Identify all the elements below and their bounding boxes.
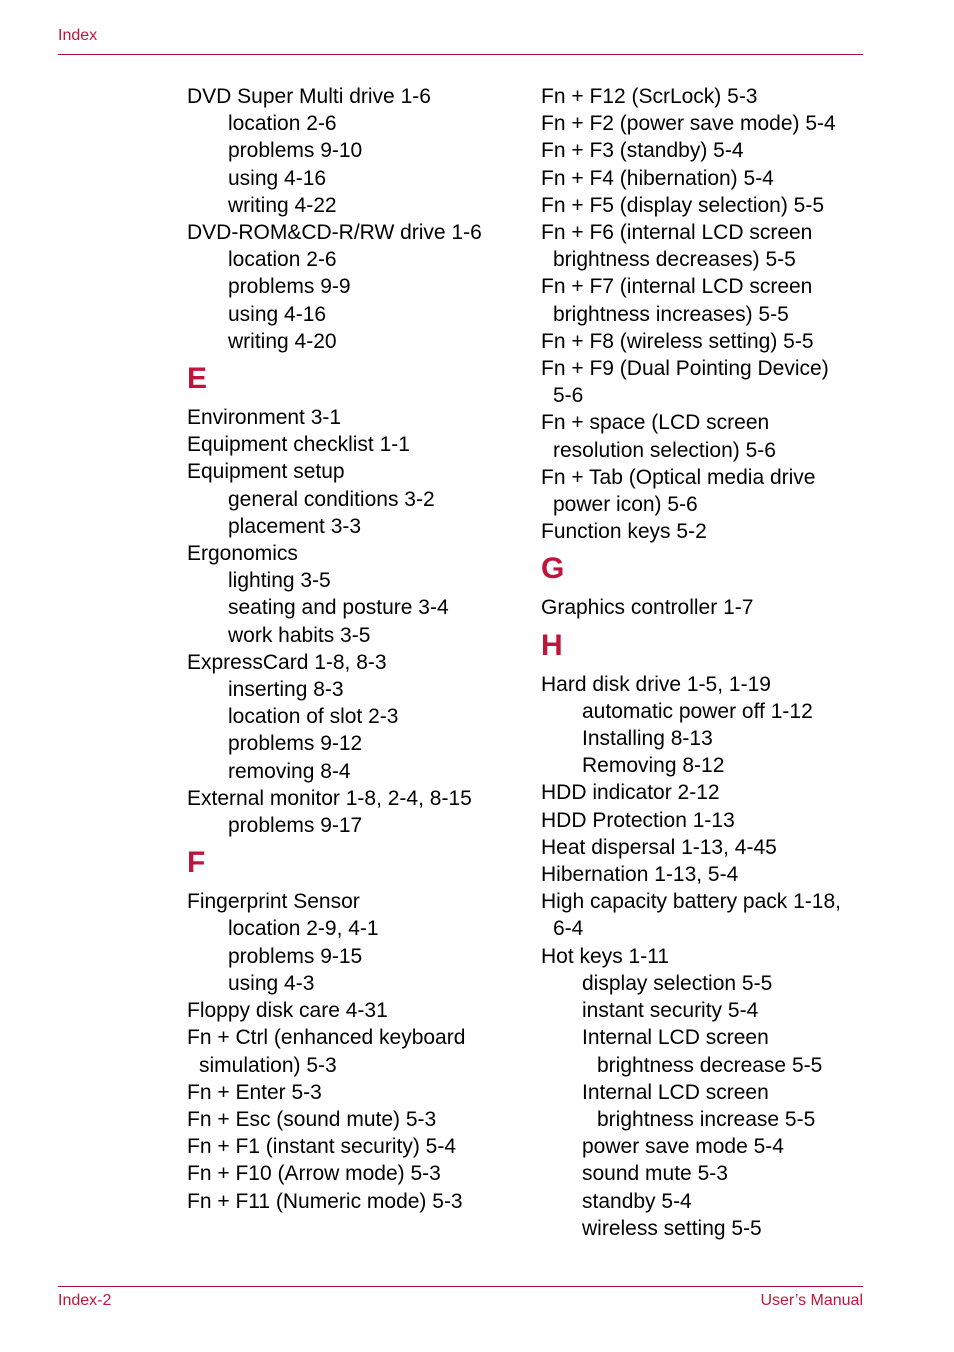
index-entry: Fn + F5 (display selection) 5-5 bbox=[541, 193, 825, 217]
index-subentry: writing 4-22 bbox=[228, 193, 337, 217]
index-entry: High capacity battery pack 1-18, bbox=[541, 890, 841, 914]
index-entry: Environment 3-1 bbox=[187, 406, 342, 430]
index-subentry: power save mode 5-4 bbox=[582, 1135, 784, 1159]
index-subentry: sound mute 5-3 bbox=[582, 1162, 728, 1186]
index-subentry: location of slot 2-3 bbox=[228, 705, 399, 729]
index-subentry: display selection 5-5 bbox=[582, 971, 773, 995]
index-entry-continuation: 5-6 bbox=[553, 384, 584, 408]
index-entry: Fn + F11 (Numeric mode) 5-3 bbox=[187, 1189, 463, 1213]
index-subentry: brightness increase 5-5 bbox=[597, 1107, 816, 1131]
index-entry: Fn + F10 (Arrow mode) 5-3 bbox=[187, 1162, 441, 1186]
section-letter: G bbox=[541, 552, 565, 586]
index-subentry: Internal LCD screen bbox=[582, 1026, 769, 1050]
index-entry-continuation: 6-4 bbox=[553, 917, 584, 941]
index-entry: Hibernation 1-13, 5-4 bbox=[541, 863, 739, 887]
section-letter: H bbox=[541, 628, 563, 662]
index-entry-continuation: brightness decreases) 5-5 bbox=[553, 248, 796, 272]
index-entry: Fn + F2 (power save mode) 5-4 bbox=[541, 112, 836, 136]
index-entry: Hot keys 1-11 bbox=[541, 944, 669, 968]
index-entry: Hard disk drive 1-5, 1-19 bbox=[541, 672, 771, 696]
index-entry: Fn + F8 (wireless setting) 5-5 bbox=[541, 329, 814, 353]
manual-title: User’s Manual bbox=[760, 1292, 863, 1309]
index-subentry: seating and posture 3-4 bbox=[228, 596, 449, 620]
index-entry: ExpressCard 1-8, 8-3 bbox=[187, 650, 387, 674]
index-entry: Fn + Esc (sound mute) 5-3 bbox=[187, 1107, 437, 1131]
index-entry: Fn + F6 (internal LCD screen bbox=[541, 221, 813, 245]
index-subentry: problems 9-9 bbox=[228, 275, 351, 299]
index-subentry: problems 9-12 bbox=[228, 732, 363, 756]
index-entry: Fn + F7 (internal LCD screen bbox=[541, 275, 813, 299]
page-number: Index-2 bbox=[58, 1292, 112, 1309]
index-entry-continuation: power icon) 5-6 bbox=[553, 493, 698, 517]
index-entry: HDD Protection 1-13 bbox=[541, 808, 735, 832]
index-subentry: using 4-3 bbox=[228, 971, 315, 995]
index-entry: Ergonomics bbox=[187, 542, 298, 566]
index-subentry: location 2-6 bbox=[228, 112, 337, 136]
header-rule bbox=[58, 54, 863, 55]
section-letter: E bbox=[187, 362, 208, 396]
index-column-right bbox=[541, 83, 871, 1242]
index-entry: DVD Super Multi drive 1-6 bbox=[187, 85, 431, 108]
index-entry-continuation: simulation) 5-3 bbox=[199, 1053, 337, 1077]
index-subentry: automatic power off 1-12 bbox=[582, 699, 813, 723]
running-header: Index bbox=[58, 27, 98, 44]
index-subentry: inserting 8-3 bbox=[228, 678, 344, 702]
index-subentry: problems 9-15 bbox=[228, 944, 363, 968]
index-entry: HDD indicator 2-12 bbox=[541, 781, 720, 805]
index-subentry: writing 4-20 bbox=[228, 329, 337, 353]
index-subentry: placement 3-3 bbox=[228, 514, 362, 538]
index-entry: Equipment setup bbox=[187, 460, 345, 484]
index-entry: DVD-ROM&CD-R/RW drive 1-6 bbox=[187, 221, 482, 245]
index-entry: Fn + F1 (instant security) 5-4 bbox=[187, 1135, 457, 1159]
index-subentry: problems 9-10 bbox=[228, 139, 363, 163]
index-subentry: problems 9-17 bbox=[228, 814, 363, 838]
index-entry-continuation: resolution selection) 5-6 bbox=[553, 438, 776, 462]
index-entry: Fingerprint Sensor bbox=[187, 890, 360, 914]
index-subentry: general conditions 3-2 bbox=[228, 487, 435, 511]
index-entry: Fn + Tab (Optical media drive bbox=[541, 465, 816, 489]
index-entry: Fn + space (LCD screen bbox=[541, 411, 770, 435]
index-subentry: brightness decrease 5-5 bbox=[597, 1053, 823, 1077]
index-subentry: wireless setting 5-5 bbox=[582, 1216, 762, 1240]
index-subentry: Installing 8-13 bbox=[582, 727, 713, 751]
index-entry: External monitor 1-8, 2-4, 8-15 bbox=[187, 786, 472, 810]
index-entry: Graphics controller 1-7 bbox=[541, 596, 754, 620]
index-subentry: lighting 3-5 bbox=[228, 569, 331, 593]
index-entry: Heat dispersal 1-13, 4-45 bbox=[541, 835, 777, 859]
index-entry: Fn + F3 (standby) 5-4 bbox=[541, 139, 744, 163]
index-entry: Fn + Enter 5-3 bbox=[187, 1080, 322, 1104]
index-subentry: Removing 8-12 bbox=[582, 754, 725, 778]
index-entry: Fn + F4 (hibernation) 5-4 bbox=[541, 166, 774, 190]
index-column-left bbox=[187, 83, 522, 1215]
index-subentry: standby 5-4 bbox=[582, 1189, 692, 1213]
index-entry-continuation: brightness increases) 5-5 bbox=[553, 302, 789, 326]
footer-rule bbox=[58, 1286, 863, 1287]
index-entry: Fn + F12 (ScrLock) 5-3 bbox=[541, 85, 758, 108]
index-subentry: using 4-16 bbox=[228, 302, 327, 326]
index-subentry: location 2-6 bbox=[228, 248, 337, 272]
index-entry: Equipment checklist 1-1 bbox=[187, 433, 410, 457]
index-subentry: work habits 3-5 bbox=[228, 623, 371, 647]
index-subentry: location 2-9, 4-1 bbox=[228, 917, 379, 941]
index-subentry: Internal LCD screen bbox=[582, 1080, 769, 1104]
index-entry: Fn + F9 (Dual Pointing Device) bbox=[541, 357, 829, 381]
index-entry: Function keys 5-2 bbox=[541, 520, 707, 544]
index-subentry: using 4-16 bbox=[228, 166, 327, 190]
index-entry: Fn + Ctrl (enhanced keyboard bbox=[187, 1026, 466, 1050]
index-entry: Floppy disk care 4-31 bbox=[187, 999, 388, 1023]
index-subentry: removing 8-4 bbox=[228, 759, 351, 783]
section-letter: F bbox=[187, 846, 206, 880]
index-subentry: instant security 5-4 bbox=[582, 999, 759, 1023]
